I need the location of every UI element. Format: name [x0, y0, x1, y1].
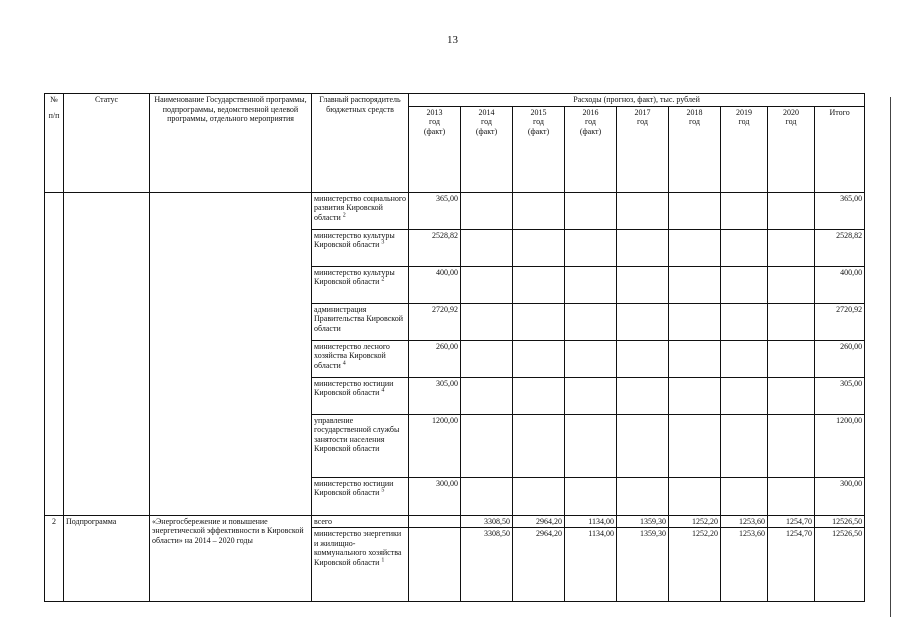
value-2015: 2964,20: [513, 515, 565, 528]
value-total: 400,00: [815, 266, 865, 303]
header-number-pp: п/п: [48, 110, 60, 120]
value-2018: 1252,20: [669, 528, 721, 602]
manager-cell: [312, 414, 409, 477]
value-2013: 365,00: [409, 192, 461, 229]
year-fact: (факт): [423, 126, 446, 136]
year-fact: (факт): [579, 126, 602, 136]
header-budget-manager: Главный распорядитель бюджетных средств: [312, 94, 409, 193]
value-2019: 1253,60: [721, 528, 768, 602]
value-2013: 300,00: [409, 477, 461, 515]
header-year-2015: [513, 106, 565, 192]
year-label: 2015: [530, 107, 547, 117]
header-status: Статус: [64, 94, 150, 193]
year-word: год: [738, 117, 750, 127]
header-year-2018: [669, 106, 721, 192]
manager-cell: [312, 528, 409, 602]
subprogram-status: Подпрограмма: [64, 515, 150, 602]
value-total: 1200,00: [815, 414, 865, 477]
page-edge-rule: [890, 97, 891, 617]
footnote-mark: 1: [381, 557, 385, 564]
header-year-2020: [768, 106, 815, 192]
table-row: [45, 192, 865, 229]
status-cell-empty: [64, 192, 150, 515]
value-total: 260,00: [815, 340, 865, 377]
number-cell-empty: [45, 192, 64, 515]
value-total: 305,00: [815, 377, 865, 414]
header-expenses: Расходы (прогноз, факт), тыс. рублей: [409, 94, 865, 107]
value-2016: 1134,00: [565, 515, 617, 528]
page-number: 13: [447, 34, 458, 46]
value-2013: 1200,00: [409, 414, 461, 477]
manager-text: министерство культуры Кировской области: [314, 267, 395, 287]
footnote-mark: 5: [381, 487, 385, 494]
footnote-mark: 4: [342, 360, 346, 367]
year-fact: (факт): [475, 126, 498, 136]
header-program-name: Наименование Государственной программы, подпрограммы, ведомственной целевой программы, отдельного мероприятия: [150, 94, 312, 193]
value-2018: 1252,20: [669, 515, 721, 528]
header-year-2014: [461, 106, 513, 192]
year-label: 2014: [478, 107, 495, 117]
manager-cell: [312, 229, 409, 266]
header-number-sign: №: [50, 95, 58, 104]
year-label: 2013: [426, 107, 443, 117]
year-label: 2020: [783, 107, 799, 117]
value-2020: 1254,70: [768, 528, 815, 602]
value-total: 2528,82: [815, 229, 865, 266]
manager-cell: [312, 303, 409, 340]
year-word: год: [481, 117, 492, 127]
value-2014: 3308,50: [461, 528, 513, 602]
manager-cell: [312, 477, 409, 515]
manager-text: администрация Правительства Кировской области: [314, 304, 404, 333]
value-2017: 1359,30: [617, 515, 669, 528]
value-2013: 260,00: [409, 340, 461, 377]
year-word: год: [585, 117, 596, 127]
header-year-2016: [565, 106, 617, 192]
subprogram-name: «Энергосбережение и повышение энергетической эффективности в Кировской области» на 2014 – 2020 годы: [150, 515, 312, 602]
manager-text: министерство лесного хозяйства Кировской области: [314, 341, 390, 370]
manager-text: министерство социального развития Кировской области: [314, 193, 407, 222]
manager-text: министерство юстиции Кировской области: [314, 378, 394, 398]
header-total: Итого: [815, 106, 865, 192]
year-label: 2016: [582, 107, 599, 117]
manager-cell: [312, 266, 409, 303]
value-2013: 2720,92: [409, 303, 461, 340]
manager-text: министерство энергетики и жилищно-коммунального хозяйства Кировской области: [314, 529, 402, 567]
manager-cell: [312, 340, 409, 377]
footnote-mark: 4: [381, 387, 385, 394]
name-cell-empty: [150, 192, 312, 515]
year-word: год: [533, 117, 544, 127]
manager-cell-total: всего: [312, 515, 409, 528]
year-label: 2019: [736, 107, 752, 117]
value-2013: 305,00: [409, 377, 461, 414]
header-row-1: [45, 94, 865, 107]
year-fact: (факт): [527, 126, 550, 136]
value-2013: [409, 515, 461, 528]
year-word: год: [785, 117, 797, 127]
value-2020: 1254,70: [768, 515, 815, 528]
value-2014: 3308,50: [461, 515, 513, 528]
value-total: 12526,50: [815, 515, 865, 528]
manager-cell: [312, 192, 409, 229]
year-word: год: [429, 117, 440, 127]
header-year-2017: [617, 106, 669, 192]
value-2013: 2528,82: [409, 229, 461, 266]
header-number: [45, 94, 64, 193]
value-total: 365,00: [815, 192, 865, 229]
value-2013: [409, 528, 461, 602]
subprogram-number: 2: [45, 515, 64, 602]
manager-cell: [312, 377, 409, 414]
year-word: год: [637, 117, 648, 127]
year-label: 2017: [634, 107, 651, 117]
footnote-mark: 3: [381, 239, 385, 246]
year-label: 2018: [686, 107, 703, 117]
manager-text: министерство юстиции Кировской области: [314, 478, 394, 498]
value-total: 12526,50: [815, 528, 865, 602]
value-2013: 400,00: [409, 266, 461, 303]
value-2015: 2964,20: [513, 528, 565, 602]
value-total: 2720,92: [815, 303, 865, 340]
subprogram-total-row: [45, 515, 865, 528]
value-2019: 1253,60: [721, 515, 768, 528]
manager-text: управление государственной службы занятости населения Кировской области: [314, 415, 400, 454]
header-year-2013: [409, 106, 461, 192]
header-year-2019: [721, 106, 768, 192]
manager-text: министерство культуры Кировской области: [314, 230, 395, 250]
year-word: год: [689, 117, 700, 127]
value-2017: 1359,30: [617, 528, 669, 602]
footnote-mark: 2: [342, 212, 346, 219]
expenses-table: [44, 93, 865, 602]
footnote-mark: 2: [381, 276, 385, 283]
value-total: 300,00: [815, 477, 865, 515]
value-2016: 1134,00: [565, 528, 617, 602]
